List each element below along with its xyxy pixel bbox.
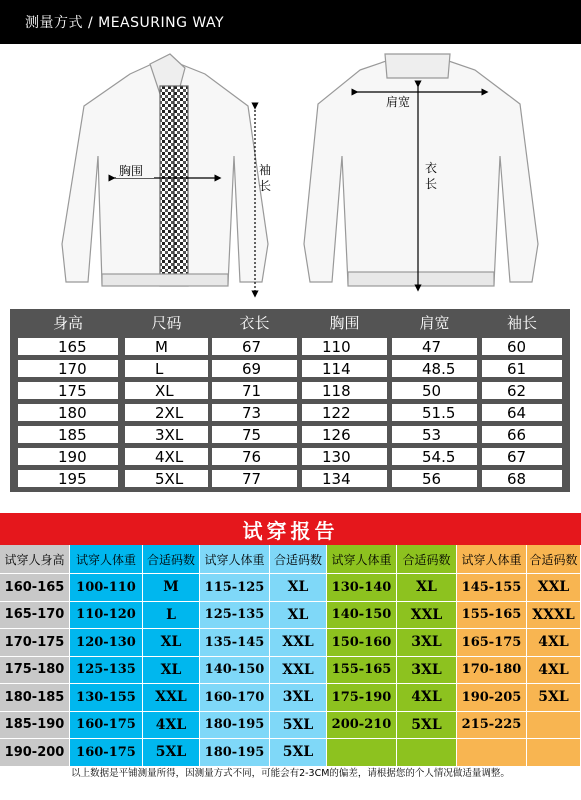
report-cell — [527, 711, 581, 739]
size-cell: 3XL — [125, 426, 208, 443]
report-cell: 165-175 — [457, 628, 527, 656]
report-cell: 140-150 — [200, 656, 270, 684]
report-cell: 4XL — [143, 711, 200, 739]
size-cell: 75 — [212, 426, 297, 443]
report-header-0: 试穿人身高 — [0, 545, 70, 573]
report-cell: 125-135 — [70, 656, 143, 684]
size-cell: 130 — [302, 448, 387, 465]
length-label-2: 长 — [425, 177, 438, 191]
size-header-1: 尺码 — [151, 314, 182, 332]
footnote: 以上数据是平铺测量所得，因测量方式不同，可能会有2-3CM的偏差，请根据您的个人情况做适量调整。 — [71, 768, 510, 779]
report-cell: 180-195 — [200, 738, 270, 766]
size-cell: 68 — [482, 470, 562, 487]
size-cell: 61 — [482, 360, 562, 377]
report-cell: 160-165 — [0, 573, 70, 601]
report-cell: 190-205 — [457, 683, 527, 711]
report-cell: 180-195 — [200, 711, 270, 739]
report-cell: 5XL — [527, 683, 581, 711]
report-cell: XL — [270, 573, 327, 601]
jacket-measure-diagram — [0, 44, 581, 302]
report-title: 试穿报告 — [0, 513, 581, 545]
report-cell: 140-150 — [327, 601, 397, 629]
size-cell: 50 — [392, 382, 477, 399]
size-header-2: 衣长 — [239, 314, 270, 332]
size-header-3: 胸围 — [329, 314, 360, 332]
report-cell: M — [143, 573, 200, 601]
report-cell: 125-135 — [200, 601, 270, 629]
size-header-0: 身高 — [52, 314, 83, 332]
size-cell: 170 — [18, 360, 118, 377]
header-title: 测量方式 / MEASURING WAY — [25, 15, 224, 31]
report-cell: 4XL — [527, 656, 581, 684]
size-cell: 114 — [302, 360, 387, 377]
size-cell: 54.5 — [392, 448, 477, 465]
size-cell: 195 — [18, 470, 118, 487]
report-header-7: 试穿人体重 — [457, 545, 527, 573]
size-cell: 64 — [482, 404, 562, 421]
report-cell: 175-180 — [0, 656, 70, 684]
report-cell: 5XL — [270, 738, 327, 766]
report-cell: 130-140 — [327, 573, 397, 601]
report-cell — [397, 738, 457, 766]
front-jacket-drawing — [62, 54, 268, 286]
size-cell: 134 — [302, 470, 387, 487]
size-cell: 180 — [18, 404, 118, 421]
size-cell: 71 — [212, 382, 297, 399]
size-cell: 77 — [212, 470, 297, 487]
report-cell: 5XL — [270, 711, 327, 739]
report-cell: 3XL — [397, 656, 457, 684]
size-table — [10, 309, 570, 492]
report-cell: XL — [397, 573, 457, 601]
report-cell: 3XL — [270, 683, 327, 711]
size-cell: 62 — [482, 382, 562, 399]
size-cell: 165 — [18, 338, 118, 355]
size-cell: 110 — [302, 338, 387, 355]
size-cell: 5XL — [125, 470, 208, 487]
report-cell: XL — [270, 601, 327, 629]
size-cell: 118 — [302, 382, 387, 399]
report-cell: 200-210 — [327, 711, 397, 739]
report-header-8: 合适码数 — [527, 545, 581, 573]
report-cell — [527, 738, 581, 766]
size-cell: L — [125, 360, 208, 377]
size-header-5: 袖长 — [506, 314, 537, 332]
report-cell: XXXL — [527, 601, 581, 629]
length-label-1: 衣 — [425, 161, 438, 175]
report-cell: 215-225 — [457, 711, 527, 739]
size-cell: M — [125, 338, 208, 355]
size-cell: XL — [125, 382, 208, 399]
size-cell: 4XL — [125, 448, 208, 465]
report-cell: 115-125 — [200, 573, 270, 601]
report-cell: XXL — [270, 656, 327, 684]
sleeve-label-2: 长 — [259, 179, 272, 193]
report-cell: 130-155 — [70, 683, 143, 711]
sleeve-label-1: 袖 — [259, 163, 272, 177]
report-cell — [457, 738, 527, 766]
report-cell: XXL — [397, 601, 457, 629]
size-cell: 190 — [18, 448, 118, 465]
report-cell: 100-110 — [70, 573, 143, 601]
report-cell: 5XL — [397, 711, 457, 739]
chest-label: 胸围 — [119, 164, 144, 178]
report-cell: 3XL — [397, 628, 457, 656]
size-cell: 122 — [302, 404, 387, 421]
size-header-4: 肩宽 — [419, 314, 450, 332]
report-cell: XXL — [527, 573, 581, 601]
size-cell: 175 — [18, 382, 118, 399]
size-cell: 76 — [212, 448, 297, 465]
report-header-1: 试穿人体重 — [70, 545, 143, 573]
size-cell: 73 — [212, 404, 297, 421]
report-header-6: 合适码数 — [397, 545, 457, 573]
report-cell: 180-185 — [0, 683, 70, 711]
report-cell: 150-160 — [327, 628, 397, 656]
report-cell: 185-190 — [0, 711, 70, 739]
report-cell: L — [143, 601, 200, 629]
report-cell: 160-170 — [200, 683, 270, 711]
report-cell: 175-190 — [327, 683, 397, 711]
size-cell: 60 — [482, 338, 562, 355]
report-cell: 160-175 — [70, 738, 143, 766]
report-cell: 190-200 — [0, 738, 70, 766]
report-cell: 165-170 — [0, 601, 70, 629]
report-cell: 155-165 — [327, 656, 397, 684]
report-cell: 135-145 — [200, 628, 270, 656]
fitting-report-table — [0, 545, 581, 761]
report-cell: 110-120 — [70, 601, 143, 629]
report-cell: 120-130 — [70, 628, 143, 656]
report-cell: XXL — [143, 683, 200, 711]
size-cell: 67 — [212, 338, 297, 355]
report-cell: 4XL — [397, 683, 457, 711]
size-cell: 53 — [392, 426, 477, 443]
report-cell: 170-175 — [0, 628, 70, 656]
report-cell: 170-180 — [457, 656, 527, 684]
report-cell: 155-165 — [457, 601, 527, 629]
report-cell: XL — [143, 628, 200, 656]
size-cell: 48.5 — [392, 360, 477, 377]
report-cell: 145-155 — [457, 573, 527, 601]
report-header-4: 合适码数 — [270, 545, 327, 573]
header-bar — [0, 0, 581, 44]
size-cell: 51.5 — [392, 404, 477, 421]
report-cell: 4XL — [527, 628, 581, 656]
size-cell: 126 — [302, 426, 387, 443]
report-header-3: 试穿人体重 — [200, 545, 270, 573]
size-cell: 2XL — [125, 404, 208, 421]
report-header-5: 试穿人体重 — [327, 545, 397, 573]
report-header-2: 合适码数 — [143, 545, 200, 573]
shoulder-label: 肩宽 — [386, 95, 411, 109]
report-cell — [327, 738, 397, 766]
report-cell: XXL — [270, 628, 327, 656]
back-jacket-drawing — [304, 54, 538, 286]
size-cell: 66 — [482, 426, 562, 443]
size-cell: 56 — [392, 470, 477, 487]
report-cell: 5XL — [143, 738, 200, 766]
size-cell: 47 — [392, 338, 477, 355]
report-cell: 160-175 — [70, 711, 143, 739]
report-cell: XL — [143, 656, 200, 684]
size-cell: 69 — [212, 360, 297, 377]
size-cell: 67 — [482, 448, 562, 465]
size-cell: 185 — [18, 426, 118, 443]
